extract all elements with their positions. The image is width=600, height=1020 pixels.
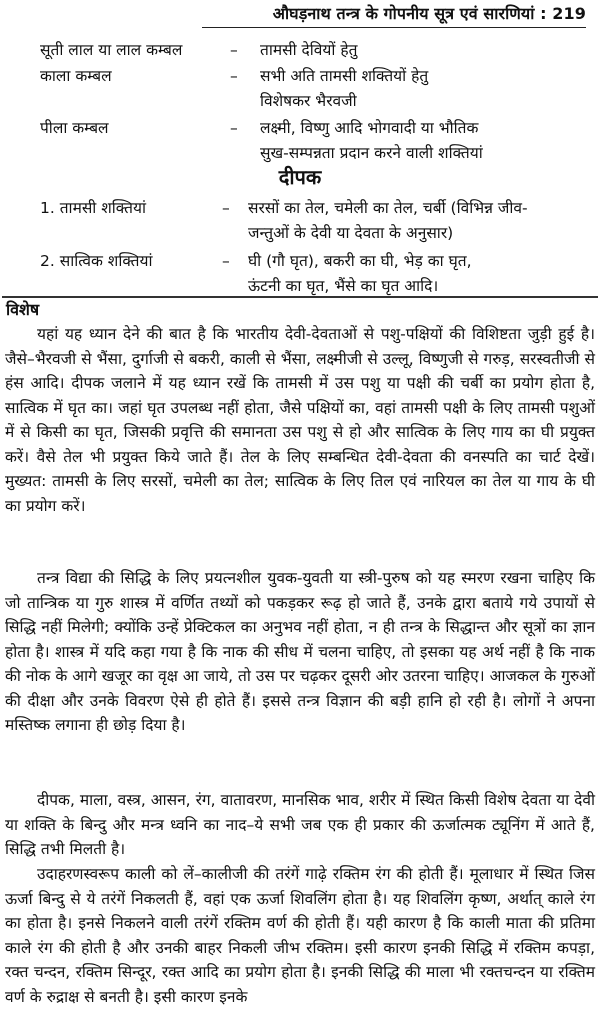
dash: –	[230, 67, 238, 85]
paragraph-2: तन्त्र विद्या की सिद्धि के लिए प्रयत्नशील युवक-युवती या स्त्री-पुरुष को यह स्मरण रखना चाहिए कि जो तान्त्रिक या गुरु शास्त्र में वर्णित तथ्यों को पकड़कर रूढ़ हो जाते हैं, उनके द्वारा बताये गये उपायों से सिद्धि नहीं मिलेगी; क्योंकि उन्हें प्रेक्टिकल का अनुभव नहीं होता, न ही तन्त्र के सिद्धान्त और सूत्रों का ज्ञान होता है। शास्त्र में यदि कहा गया है कि नाक की सीध में चलना चाहिए, तो इसका यह अर्थ नहीं है कि नाक की नोक के आगे खजूर का वृक्ष आ जाये, तो उस पर चढ़कर दूसरी ओर उतरना चाहिए। आजकल के गुरुओं की दीक्षा और उनके विवरण ऐसे ही होते हैं। इससे तन्त्र विज्ञान की बड़ी हानि हो रही है। लोगों ने अपना मस्तिष्क लगाना ही छोड़ दिया है।	[5, 569, 595, 734]
blanket-label: काला कम्बल	[40, 67, 112, 85]
dash: –	[222, 252, 230, 270]
deepak-text-cont: जन्तुओं के देवी या देवता के अनुसार)	[248, 224, 454, 242]
paragraph-1: यहां यह ध्यान देने की बात है कि भारतीय देवी-देवताओं से पशु-पक्षियों की विशिष्टता जुड़ी हुई है। जैसे–भैरवजी से भैंसा, दुर्गाजी से बकरी, काली से भैंसा, लक्ष्मीजी से उल्लू, विष्णुजी से गरुड़, सरस्वतीजी से हंस आदि। दीपक जलाने में यह ध्यान रखें कि तामसी में उस पशु या पक्षी की चर्बी का प्रयोग होता है, सात्विक में घृत का। जहां घृत उपलब्ध नहीं होता, जैसे पक्षियों का, वहां तामसी पक्षी के लिए तामसी पशुओं में से किसी का घृत, जिसकी प्रवृत्ति की समानता उस पशु से हो और सात्विक के लिए गाय का घी प्रयुक्त करें। वैसे तेल भी प्रयुक्त किये जाते हैं। तेल के लिए सम्बन्धित देवी-देवता की वनस्पति का चार्ट देखें। मुख्यत: तामसी के लिए सरसों, चमेली का तेल; सात्विक के लिए तिल एवं नारियल का तेल या गाय के घी का प्रयोग करें।	[5, 325, 595, 515]
deepak-label: 1. तामसी शक्तियां	[40, 199, 146, 217]
deepak-text: सरसों का तेल, चमेली का तेल, चर्बी (विभिन्न जीव-	[248, 199, 528, 217]
dash: –	[222, 199, 230, 217]
deepak-text: घी (गौ घृत), बकरी का घी, भेड़ का घृत,	[248, 252, 472, 270]
blanket-text: तामसी देवियों हेतु	[260, 41, 358, 59]
blanket-label: पीला कम्बल	[40, 119, 109, 137]
paragraph-3: दीपक, माला, वस्त्र, आसन, रंग, वातावरण, मानसिक भाव, शरीर में स्थित किसी विशेष देवता या देवी या शक्ति के बिन्दु और मन्त्र ध्वनि का नाद–ये सभी जब एक ही प्रकार की ऊर्जात्मक ट्यूनिंग में आते हैं, सिद्धि तभी मिलती है।	[5, 791, 595, 858]
deepak-heading: दीपक	[278, 165, 322, 189]
page-header: औघड़नाथ तन्त्र के गोपनीय सूत्र एवं सारणियां : 219	[202, 2, 586, 28]
blanket-text-cont: विशेषकर भैरवजी	[260, 92, 357, 110]
blanket-text-cont: सुख-सम्पन्नता प्रदान करने वाली शक्तियां	[260, 144, 483, 162]
deepak-text-cont: ऊंटनी का घृत, भैंसे का घृत आदि।	[248, 277, 439, 295]
blanket-text: लक्ष्मी, विष्णु आदि भोगवादी या भौतिक	[260, 119, 479, 137]
paragraph-4: उदाहरणस्वरूप काली को लें–कालीजी की तरंगें गाढ़े रक्तिम रंग की होती हैं। मूलाधार में स्थित जिस ऊर्जा बिन्दु से ये तरंगें निकलती हैं, वहां एक ऊर्जा शिवलिंग होता है। यह शिवलिंग कृष्ण, अर्थात् काले रंग का होता है। इनसे निकलने वाली तरंगें रक्तिम वर्ण की होती हैं। यही कारण है कि काली माता की प्रतिमा काले रंग की होती है और उनकी बाहर निकली जीभ रक्तिम। इसी कारण इनकी सिद्धि में रक्तिम कपड़ा, रक्त चन्दन, रक्तिम सिन्दूर, रक्त आदि का प्रयोग होता है। इनकी सिद्धि की माला भी रक्तचन्दन या रक्तिम वर्ण के रुद्राक्ष से बनती है। इसी कारण इनके	[5, 865, 595, 1006]
deepak-label: 2. सात्विक शक्तियां	[40, 252, 153, 270]
visesh-heading: विशेष	[6, 300, 40, 319]
dash: –	[230, 119, 238, 137]
blanket-label: सूती लाल या लाल कम्बल	[40, 41, 183, 59]
blanket-text: सभी अति तामसी शक्तियों हेतु	[260, 67, 429, 85]
dash: –	[230, 41, 238, 59]
section-divider	[2, 296, 598, 298]
